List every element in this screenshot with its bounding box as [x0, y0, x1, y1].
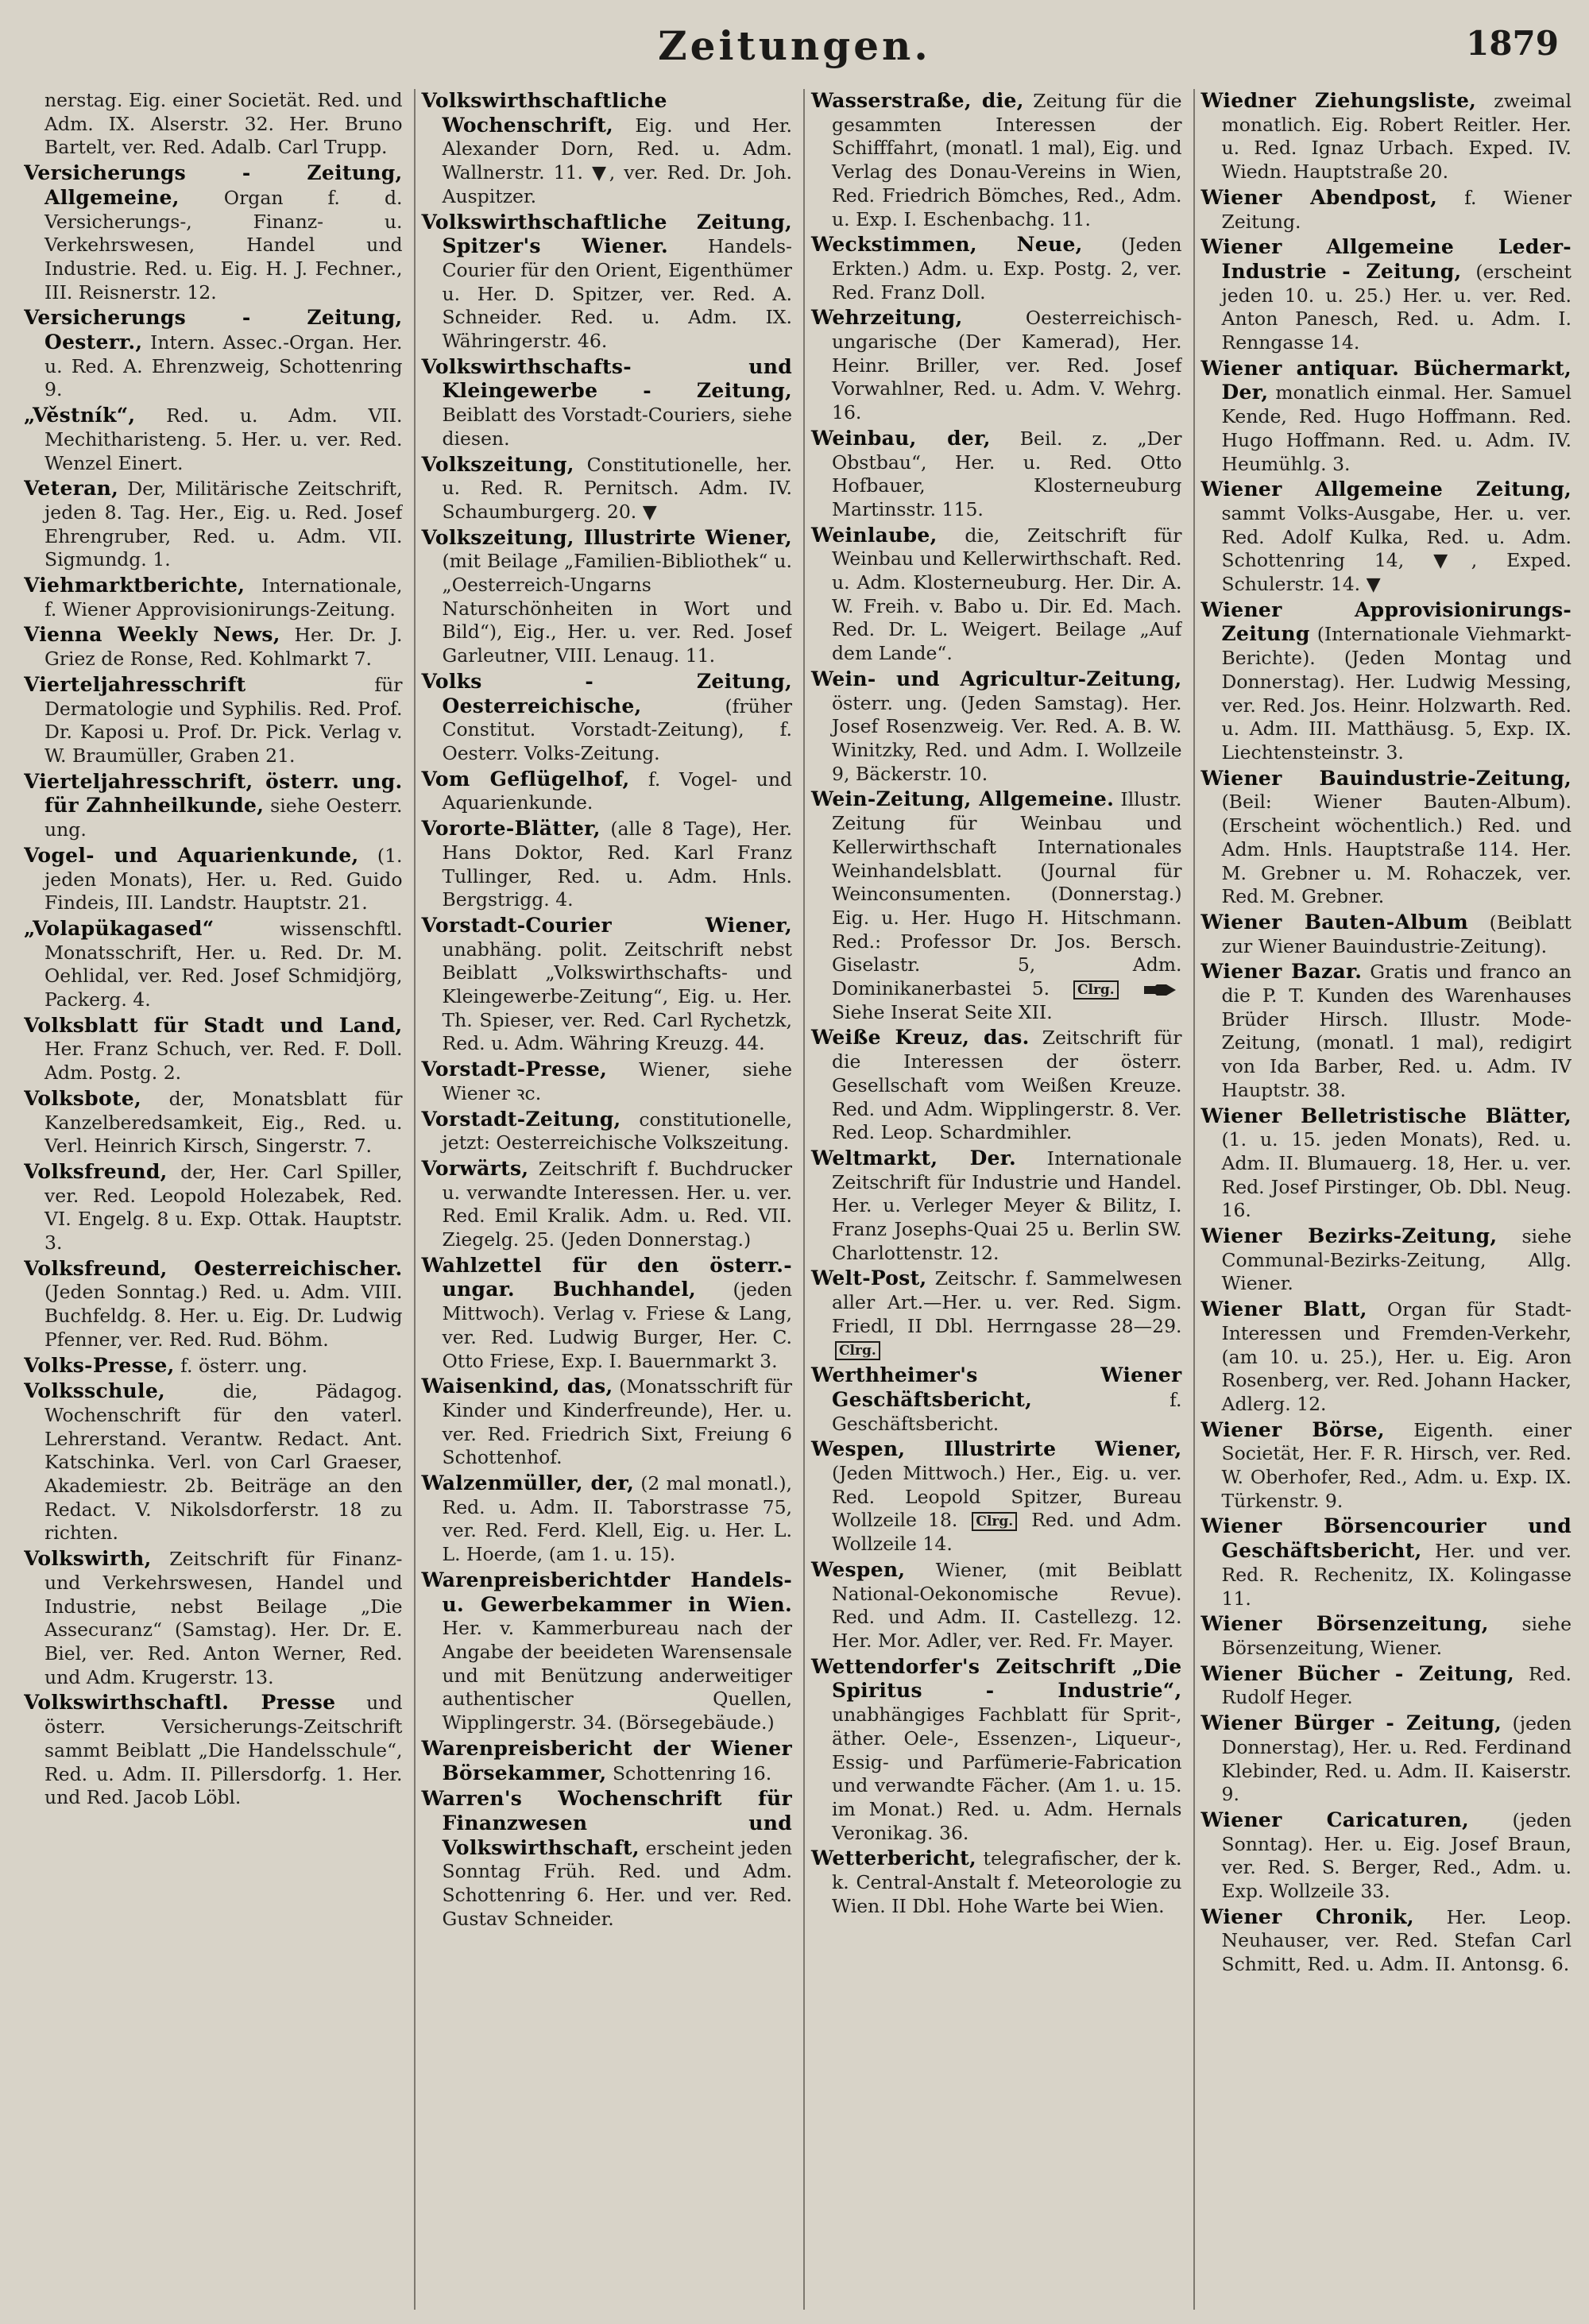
- entry-title: Warenpreisberichtder Handels- u. Gewerbekammer in Wien.: [421, 1568, 792, 1616]
- directory-entry: [811, 1026, 1182, 1145]
- entry-text: (Internationale Viehmarkt-Berichte). (Jeden Montag und Donnerstag). Her. Ludwig Messing, ver. Red. Jos. Heinr. Holzwarth. Red. u. Adm. III. Matthäusg. 5, Exp. IX. Liechtensteinstr. 3.: [1221, 623, 1572, 764]
- entry-title: Volkswirthschaftliche Zeitung, Spitzer's Wiener.: [421, 210, 792, 258]
- entry-title: Wiener Börsenzeitung,: [1200, 1612, 1489, 1636]
- directory-entry: [811, 787, 1182, 1024]
- directory-entry: [24, 1691, 403, 1810]
- entry-title: Walzenmüller, der,: [421, 1471, 635, 1495]
- entry-title: Wiener Börsencourier und Geschäftsbericht,: [1200, 1514, 1572, 1563]
- entry-text: (2 mal monatl.), Red. u. Adm. II. Taborstrasse 75, ver. Red. Ferd. Klell, Eig. u. Her. L. L. Hoerde, (am 1. u. 15).: [442, 1472, 792, 1566]
- entry-text: Zeitung für die gesammten Interessen der Schifffahrt, (monatl. 1 mal), Eig. und Verlag des Donau-Vereins in Wien, Red. Friedrich Bömches, Red., Adm. u. Exp. I. Eschenbachg. 11.: [832, 90, 1182, 230]
- entry-text: (1. jeden Monats), Her. u. Red. Guido Findeis, III. Landstr. Hauptstr. 21.: [44, 844, 403, 915]
- entry-text: Beiblatt des Vorstadt-Couriers, siehe diesen.: [442, 404, 792, 450]
- entry-text: (mit Beilage „Familien-Bibliothek“ u. „Oesterreich-Ungarns Naturschönheiten in Wort und Bild“), Eig., Her. u. ver. Red. Josef Garleutner, VIII. Lenaug. 11.: [442, 550, 792, 667]
- entry-text: Zeitschrift f. Buchdrucker u. verwandte Interessen. Her. u. ver. Red. Emil Kralik. Adm. u. Red. VII. Ziegelg. 25. (Jeden Donnerstag.): [442, 1157, 792, 1251]
- entry-title: Wiener Bazar.: [1200, 960, 1363, 984]
- entry-title: Volksblatt für Stadt und Land,: [24, 1013, 403, 1037]
- entry-title: Vorstadt-Zeitung,: [421, 1107, 621, 1131]
- directory-entry: [811, 1655, 1182, 1846]
- directory-entry: [1201, 1297, 1572, 1417]
- entry-text: Zeitschrift für Finanz- und Verkehrswesen, Handel und Industrie, nebst Beilage „Die Assecuranz“ (Samstag). Her. Dr. E. Biel, ver. Red. Anton Werner, Red. und Adm. Krugerstr. 13.: [44, 1548, 403, 1688]
- directory-entry: [422, 768, 793, 815]
- entry-title: Volksschule,: [24, 1379, 166, 1403]
- entry-text: Handels-Courier für den Orient, Eigenthümer u. Her. D. Spitzer, ver. Red. A. Schneider. Red. u. Adm. IX. Währingerstr. 46.: [442, 235, 792, 353]
- entry-title: Wiener Approvisionirungs-Zeitung: [1200, 597, 1572, 646]
- entry-title: Wiener Belletristische Blätter,: [1200, 1104, 1572, 1127]
- entry-title: Wiener Bauindustrie-Zeitung,: [1200, 766, 1572, 790]
- entry-title: Warenpreisbericht der Wiener Börsekammer,: [421, 1736, 792, 1785]
- directory-entry: [422, 1568, 793, 1735]
- directory-entry: [811, 524, 1182, 666]
- entry-text: (jeden Sonntag). Her. u. Eig. Josef Braun, ver. Red. S. Berger, Red., Adm. u. Exp. Wollzeile 33.: [1221, 1808, 1572, 1903]
- entry-title: Vienna Weekly News,: [24, 623, 280, 647]
- directory-entry: [1201, 89, 1572, 184]
- directory-entry: [422, 211, 793, 354]
- entry-text: f. Wiener Zeitung.: [1221, 186, 1572, 233]
- running-head: [0, 22, 1589, 86]
- directory-entry: [422, 1108, 793, 1155]
- entry-title: Vorstadt-Courier Wiener,: [421, 913, 792, 937]
- entry-text: (1. u. 15. jeden Monats), Red. u. Adm. II. Blumauerg. 18, Her. u. ver. Red. Josef Pirstinger, Ob. Dbl. Neug. 16.: [1221, 1128, 1572, 1222]
- entry-title: Versicherungs - Zeitung, Allgemeine,: [24, 161, 403, 209]
- entry-title: Wespen,: [811, 1557, 906, 1581]
- entry-text: Intern. Assec.-Organ. Her. u. Red. A. Ehrenzweig, Schottenring 9.: [44, 331, 403, 401]
- directory-entry: [24, 89, 403, 160]
- directory-entry: [422, 1787, 793, 1931]
- entry-text: constitutionelle, jetzt: Oesterreichische Volkszeitung.: [442, 1108, 792, 1154]
- directory-entry: [24, 306, 403, 402]
- directory-entry: [811, 667, 1182, 787]
- entry-text: Internationale, f. Wiener Approvisionirungs-Zeitung.: [44, 574, 403, 621]
- entry-title: Wiener antiquar. Büchermarkt, Der,: [1200, 356, 1572, 404]
- column-1: [24, 89, 403, 2310]
- entry-title: Wetterbericht,: [811, 1846, 977, 1870]
- entry-text: (früher Constitut. Vorstadt-Zeitung), f. Oesterr. Volks-Zeitung.: [442, 694, 792, 764]
- directory-entry: [24, 844, 403, 915]
- entry-title: Volks - Zeitung, Oesterreichische,: [421, 669, 792, 717]
- entry-title: Warren's Wochenschrift für Finanzwesen und Volkswirthschaft,: [421, 1787, 792, 1859]
- directory-entry: [1201, 235, 1572, 355]
- directory-entry: [24, 770, 403, 842]
- entry-text: Zeitschrift für die Interessen der österr. Gesellschaft vom Weißen Kreuze. Red. und Adm. Wipplingerstr. 8. Ver. Red. Leop. Schardmihler.: [832, 1027, 1182, 1144]
- entry-text: Organ für Stadt-Interessen und Fremden-Verkehr, (am 10. u. 25.), Her. u. Eig. Aron Rosenberg, ver. Red. Johann Hacker, Adlerg. 12.: [1221, 1298, 1572, 1415]
- directory-entry: [1201, 1808, 1572, 1904]
- directory-entry: [1201, 186, 1572, 234]
- entry-title: Welt-Post,: [811, 1266, 927, 1290]
- directory-entry: [422, 1058, 793, 1105]
- column-3: [803, 89, 1182, 2310]
- entry-text: siehe Börsenzeitung, Wiener.: [1221, 1613, 1572, 1659]
- entry-title: Weinlaube,: [811, 523, 938, 547]
- entry-title: „Věstník“,: [24, 404, 136, 427]
- entry-title: Wiener Allgemeine Leder-Industrie - Zeitung,: [1200, 235, 1572, 283]
- entry-text: Her. Leop. Neuhauser, ver. Red. Stefan Carl Schmitt, Red. u. Adm. II. Antonsg. 6.: [1221, 1905, 1572, 1976]
- entry-title: Volkszeitung, Illustrirte Wiener,: [421, 525, 792, 549]
- directory-entry: [1201, 1104, 1572, 1224]
- entry-text: Red. u. Adm. VII. Mechitharisteng. 5. Her. u. ver. Red. Wenzel Einert.: [44, 404, 403, 474]
- entry-title: Volkswirthschafts- und Kleingewerbe - Zeitung,: [421, 354, 792, 403]
- entry-text: Organ f. d. Versicherungs-, Finanz- u. Verkehrswesen, Handel und Industrie. Red. u. Eig. H. J. Fechner., III. Reisnerstr. 12.: [44, 186, 403, 304]
- directory-entry: [422, 1471, 793, 1567]
- entry-text: f. Vogel- und Aquarienkunde.: [442, 768, 792, 814]
- entry-text: sammt Volks-Ausgabe, Her. u. ver. Red. Adolf Kulka, Red. u. Adm. Schottenring 14, ▼, Exped. Schulerstr. 14. ▼: [1221, 501, 1572, 596]
- directory-entry: [24, 1257, 403, 1352]
- entry-title: Weinbau, der,: [811, 426, 991, 450]
- entry-title: Volksfreund, Oesterreichischer.: [24, 1256, 403, 1280]
- entry-text: telegrafischer, der k. k. Central-Anstalt f. Meteorologie zu Wien. II Dbl. Hohe Warte bei Wien.: [832, 1847, 1182, 1917]
- entry-text: (Jeden Sonntag.) Red. u. Adm. VIII. Buchfeldg. 8. Her. u. Eig. Dr. Ludwig Pfenner, ver. Red. Rud. Böhm.: [44, 1281, 403, 1351]
- entry-text: monatlich einmal. Her. Samuel Kende, Red. Hugo Hoffmann. Red. Hugo Hoffmann. Red. u. Adm. IV. Heumühlg. 3.: [1221, 381, 1572, 475]
- entry-title: Wiedner Ziehungsliste,: [1200, 89, 1477, 112]
- entry-title: Wiener Allgemeine Zeitung,: [1200, 478, 1572, 501]
- entry-title: Wettendorfer's Zeitschrift „Die Spiritus - Industrie“,: [811, 1654, 1182, 1703]
- entry-text: Internationale Zeitschrift für Industrie und Handel. Her. u. Verleger Meyer & Bilitz, I. Franz Josephs-Quai 25 u. Berlin SW. Charlottenstr. 12.: [832, 1147, 1182, 1264]
- entry-text: (alle 8 Tage), Her. Hans Doktor, Red. Karl Franz Tullinger, Red. u. Adm. Hnls. Bergstrigg. 4.: [442, 818, 792, 911]
- directory-entry: [1201, 1612, 1572, 1660]
- directory-entry: [24, 917, 403, 1012]
- entry-title: Wasserstraße, die,: [811, 89, 1024, 112]
- directory-entry: [24, 1087, 403, 1158]
- entry-text: der, Her. Carl Spiller, ver. Red. Leopold Holezabek, Red. VI. Engelg. 8 u. Exp. Ottak. Hauptstr. 3.: [44, 1160, 403, 1255]
- entry-title: Vorwärts,: [421, 1156, 529, 1180]
- clearing-badge: Clrg.: [972, 1512, 1017, 1531]
- directory-entry: [811, 306, 1182, 425]
- directory-entry: [811, 1558, 1182, 1653]
- entry-title: „Volapükagased“: [24, 916, 215, 940]
- entry-text: nerstag. Eig. einer Societät. Red. und Adm. IX. Alserstr. 32. Her. Bruno Bartelt, ver. Red. Adalb. Carl Trupp.: [44, 89, 403, 159]
- entry-title: Volkswirthschaftliche Wochenschrift,: [421, 89, 667, 137]
- entry-text: Her. Franz Schuch, ver. Red. F. Doll. Adm. Postg. 2.: [44, 1038, 403, 1085]
- entry-text: Wiener, siehe Wiener ꝛc.: [442, 1058, 792, 1104]
- directory-entry: [422, 1254, 793, 1374]
- directory-entry: [811, 1363, 1182, 1436]
- entry-title: Wehrzeitung,: [811, 306, 963, 330]
- entry-title: Versicherungs - Zeitung, Oesterr.,: [24, 306, 403, 354]
- directory-entry: [422, 355, 793, 451]
- directory-entry: [422, 526, 793, 668]
- directory-entry: [422, 89, 793, 209]
- entry-title: Vierteljahresschrift: [24, 672, 246, 696]
- entry-text: Eigenth. einer Societät, Her. F. R. Hirsch, ver. Red. W. Oberhofer, Red., Adm. u. Exp. IX. Türkenstr. 9.: [1221, 1418, 1572, 1512]
- directory-entry: [24, 623, 403, 671]
- directory-entry: [1201, 598, 1572, 765]
- entry-title: Weiße Kreuz, das.: [811, 1026, 1030, 1050]
- entry-title: Veteran,: [24, 477, 119, 501]
- directory-entry: [1201, 478, 1572, 597]
- entry-text: erscheint jeden Sonntag Früh. Red. und Adm. Schottenring 6. Her. und ver. Red. Gustav Schneider.: [442, 1836, 792, 1930]
- directory-entry: [811, 1437, 1182, 1556]
- entry-title: Wein- und Agricultur-Zeitung,: [811, 667, 1182, 690]
- directory-entry: [811, 1846, 1182, 1918]
- entry-text: unabhängiges Fachblatt für Sprit-, äther. Oele-, Essenzen-, Liqueur-, Essig- und Parfümerie-Fabrication und verwandte Fächer. (Am 1. u. 15. im Monat.) Red. u. Adm. Hernals Veronikag. 36.: [832, 1703, 1182, 1844]
- entry-title: Wiener Bezirks-Zeitung,: [1200, 1224, 1498, 1248]
- directory-entry: [24, 1160, 403, 1255]
- entry-text: Beil. z. „Der Obstbau“, Her. u. Red. Otto Hofbauer, Klosterneuburg Martinsstr. 115.: [832, 427, 1182, 520]
- directory-entry: [1201, 1711, 1572, 1807]
- entry-text: die, Zeitschrift für Weinbau und Kellerwirthschaft. Red. u. Adm. Klosterneuburg. Her. Dir. A. W. Freih. v. Babo u. Dir. Ed. Mach. Red. Dr. L. Weigert. Beilage „Auf dem Lande“.: [832, 524, 1182, 665]
- directory-entry: [811, 233, 1182, 304]
- entry-title: Wespen, Illustrirte Wiener,: [811, 1437, 1182, 1461]
- entry-text: für Dermatologie und Syphilis. Red. Prof. Dr. Kaposi u. Prof. Dr. Pick. Verlag v. W. Braumüller, Graben 21.: [44, 673, 403, 767]
- entry-text: Schottenring 16.: [612, 1761, 772, 1785]
- directory-entry: [422, 1737, 793, 1785]
- entry-text: Wiener, (mit Beiblatt National-Oekonomische Revue). Red. und Adm. II. Castellezg. 12. Her. Mor. Adler, ver. Red. Fr. Mayer.: [832, 1558, 1182, 1652]
- entry-note: Siehe Inserat Seite XII.: [832, 1000, 1053, 1023]
- directory-entry: [24, 477, 403, 572]
- directory-entry: [1201, 767, 1572, 909]
- entry-text: Zeitschr. f. Sammelwesen aller Art.—Her. u. ver. Red. Sigm. Friedl, II Dbl. Herrngasse 28—29.: [832, 1267, 1182, 1337]
- entry-columns: [24, 89, 1572, 2310]
- entry-title: Wein-Zeitung, Allgemeine.: [811, 787, 1115, 811]
- directory-entry: [811, 1147, 1182, 1266]
- entry-text: wissenschftl. Monatsschrift, Her. u. Red. Dr. M. Oehlidal, ver. Red. Josef Schmidjörg, Packerg. 4.: [44, 917, 403, 1011]
- entry-text: (Jeden Erkten.) Adm. u. Exp. Postg. 2, ver. Red. Franz Doll.: [832, 234, 1182, 304]
- directory-entry: [24, 574, 403, 621]
- entry-title: Volksfreund,: [24, 1159, 168, 1183]
- entry-text: österr. ung. (Jeden Samstag). Her. Josef Rosenzweig. Ver. Red. A. B. W. Winitzky, Red. und Adm. I. Wollzeile 9, Bäckerstr. 10.: [832, 691, 1182, 785]
- directory-entry: [811, 427, 1182, 522]
- entry-title: Vorstadt-Presse,: [421, 1058, 608, 1081]
- entry-text: Gratis und franco an die P. T. Kunden des Warenhauses Brüder Hirsch. Illustr. Mode-Zeitung, (monatl. 1 mal), redigirt von Ida Barber, Red. u. Adm. IV Hauptstr. 38.: [1221, 961, 1572, 1101]
- entry-text: Illustr. Zeitung für Weinbau und Kellerwirthschaft Internationales Weinhandelsblatt. (Journal für Weinconsumenten. (Donnerstag.) Eig. u. Her. Hugo H. Hitschmann. Red.: Professor Dr. Jos. Bersch. Giselastr. 5, Adm. Dominikanerbastei 5.: [832, 788, 1182, 1000]
- directory-entry: [1201, 960, 1572, 1102]
- entry-title: Wiener Blatt,: [1200, 1297, 1367, 1321]
- directory-entry: [24, 1354, 403, 1379]
- directory-entry: [24, 404, 403, 475]
- entry-text: Her. v. Kammerbureau nach der Angabe der beeideten Warensensale und mit Benützung anderweitiger authentischer Quellen, Wipplingerstr. 34. (Börsegebäude.): [442, 1617, 792, 1734]
- entry-title: Volkszeitung,: [421, 452, 574, 476]
- directory-entry: [422, 1157, 793, 1252]
- entry-title: Werthheimer's Wiener Geschäftsbericht,: [811, 1363, 1182, 1411]
- page-number: 1879: [1466, 24, 1559, 63]
- entry-text: zweimal monatlich. Eig. Robert Reitler. Her. u. Red. Ignaz Urbach. Exped. IV. Wiedn. Hauptstraße 20.: [1221, 90, 1572, 184]
- entry-text: Constitutionelle, her. u. Red. R. Pernitsch. Adm. IV. Schaumburgerg. 20. ▼: [442, 453, 792, 523]
- directory-entry: [1201, 1418, 1572, 1514]
- directory-entry: [422, 914, 793, 1056]
- entry-title: Wahlzettel für den österr.-ungar. Buchhandel,: [421, 1253, 792, 1301]
- directory-entry: [1201, 1224, 1572, 1296]
- pointing-hand-icon: [1142, 983, 1177, 997]
- directory-entry: [422, 817, 793, 912]
- entry-text: (jeden Donnerstag), Her. u. Red. Ferdinand Klebinder, Red. u. Adm. II. Kaiserstr. 9.: [1221, 1712, 1572, 1806]
- entry-text: (Beiblatt zur Wiener Bauindustrie-Zeitung).: [1221, 911, 1572, 957]
- entry-text: Her. Dr. J. Griez de Ronse, Red. Kohlmarkt 7.: [44, 624, 403, 671]
- entry-title: Wiener Börse,: [1200, 1417, 1385, 1441]
- entry-title: Wiener Chronik,: [1200, 1904, 1414, 1928]
- entry-text: (Monatsschrift für Kinder und Kinderfreunde), Her. u. ver. Red. Friedrich Sixt, Freiung 6 Schottenhof.: [442, 1375, 792, 1469]
- entry-text: Oesterreichisch-ungarische (Der Kamerad), Her. Heinr. Briller, ver. Red. Josef Vorwahlner, Red. u. Adm. V. Wehrg. 16.: [832, 307, 1182, 424]
- directory-entry: [422, 670, 793, 766]
- entry-title: Vogel- und Aquarienkunde,: [24, 843, 359, 867]
- entry-title: Waisenkind, das,: [421, 1375, 613, 1398]
- entry-title: Wiener Abendpost,: [1200, 185, 1438, 209]
- page-title: Zeitungen.: [658, 22, 931, 69]
- entry-title: Wiener Bücher - Zeitung,: [1200, 1661, 1515, 1685]
- entry-title: Weltmarkt, Der.: [811, 1146, 1016, 1170]
- entry-title: Volkswirth,: [24, 1547, 152, 1571]
- entry-text: Her. und ver. Red. R. Rechenitz, IX. Kolingasse 11.: [1221, 1540, 1572, 1610]
- entry-title: Volks-Presse,: [24, 1353, 175, 1377]
- entry-text: f. österr. ung.: [180, 1354, 308, 1377]
- entry-text: siehe Oesterr. ung.: [44, 795, 403, 841]
- entry-text: (Jeden Mittwoch.) Her., Eig. u. ver. Red. Leopold Spitzer, Bureau Wollzeile 18.: [832, 1462, 1182, 1532]
- entry-note: Red. und Adm. Wollzeile 14.: [832, 1509, 1182, 1556]
- entry-text: (Beil: Wiener Bauten-Album). (Erscheint wöchentlich.) Red. und Adm. Hnls. Hauptstraße 114. Her. M. Grebner u. M. Rohaczek, ver. Red. M. Grebner.: [1221, 791, 1572, 908]
- clearing-badge: Clrg.: [835, 1341, 880, 1360]
- directory-entry: [422, 453, 793, 524]
- column-2: [414, 89, 793, 2310]
- entry-text: siehe Communal-Bezirks-Zeitung, Allg. Wiener.: [1221, 1225, 1572, 1295]
- entry-text: (erscheint jeden 10. u. 25.) Her. u. ver. Red. Anton Panesch, Red. u. Adm. I. Renngasse 14.: [1221, 260, 1572, 354]
- directory-entry: [422, 1375, 793, 1470]
- entry-text: und österr. Versicherungs-Zeitschrift sammt Beiblatt „Die Handelsschule“, Red. u. Adm. II. Pillersdorfg. 1. Her. und Red. Jacob Löbl.: [44, 1692, 403, 1809]
- clearing-badge: Clrg.: [1073, 980, 1119, 1000]
- directory-entry: [24, 673, 403, 768]
- entry-text: die, Pädagog. Wochenschrift für den vaterl. Lehrerstand. Verantw. Redact. Ant. Katschinka. Verl. von Carl Graeser, Akademiestr. 2b. Beiträge an den Redact. V. Nikolsdorferstr. 18 zu richten.: [44, 1380, 403, 1545]
- entry-text: f. Geschäftsbericht.: [832, 1388, 1182, 1435]
- directory-entry: [1201, 1905, 1572, 1977]
- entry-text: unabhäng. polit. Zeitschrift nebst Beiblatt „Volkswirthschafts- und Kleingewerbe-Zeitung“, Eig. u. Her. Th. Spieser, ver. Red. Carl Rychetzk, Red. u. Adm. Währing Kreuzg. 44.: [442, 938, 792, 1055]
- entry-title: Vororte-Blätter,: [421, 817, 601, 841]
- entry-text: Der, Militärische Zeitschrift, jeden 8. Tag. Her., Eig. u. Red. Josef Ehrengruber, Red. u. Adm. VII. Sigmundg. 1.: [44, 478, 403, 571]
- entry-title: Viehmarktberichte,: [24, 574, 246, 597]
- column-4: [1193, 89, 1572, 2310]
- directory-entry: [24, 1379, 403, 1545]
- directory-entry: [24, 161, 403, 304]
- entry-text: der, Monatsblatt für Kanzelberedsamkeit, Eig., Red. u. Verl. Heinrich Kirsch, Singerstr. 7.: [44, 1087, 403, 1158]
- directory-entry: [1201, 911, 1572, 958]
- entry-title: Wiener Bürger - Zeitung,: [1200, 1711, 1502, 1735]
- entry-title: Wiener Caricaturen,: [1200, 1808, 1470, 1831]
- entry-title: Weckstimmen, Neue,: [811, 233, 1083, 257]
- entry-title: Vierteljahresschrift, österr. ung. für Zahnheilkunde,: [24, 769, 403, 818]
- entry-title: Volksbote,: [24, 1086, 141, 1110]
- directory-entry: [1201, 1514, 1572, 1611]
- entry-title: Vom Geflügelhof,: [421, 767, 630, 791]
- entry-text: (jeden Mittwoch). Verlag v. Friese & Lang, ver. Red. Ludwig Burger, Her. C. Otto Friese, Exp. I. Bauernmarkt 3.: [442, 1278, 792, 1372]
- directory-entry: [1201, 357, 1572, 477]
- entry-text: Eig. und Her. Alexander Dorn, Red. u. Adm. Wallnerstr. 11. ▼, ver. Red. Dr. Joh. Auspitzer.: [442, 114, 792, 207]
- entry-text: Red. Rudolf Heger.: [1221, 1662, 1572, 1709]
- directory-entry: [811, 89, 1182, 231]
- entry-title: Volkswirthschaftl. Presse: [24, 1691, 336, 1715]
- directory-entry: [24, 1014, 403, 1085]
- directory-entry: [811, 1266, 1182, 1362]
- directory-entry: [24, 1547, 403, 1689]
- directory-entry: [1201, 1662, 1572, 1710]
- entry-title: Wiener Bauten-Album: [1200, 910, 1468, 934]
